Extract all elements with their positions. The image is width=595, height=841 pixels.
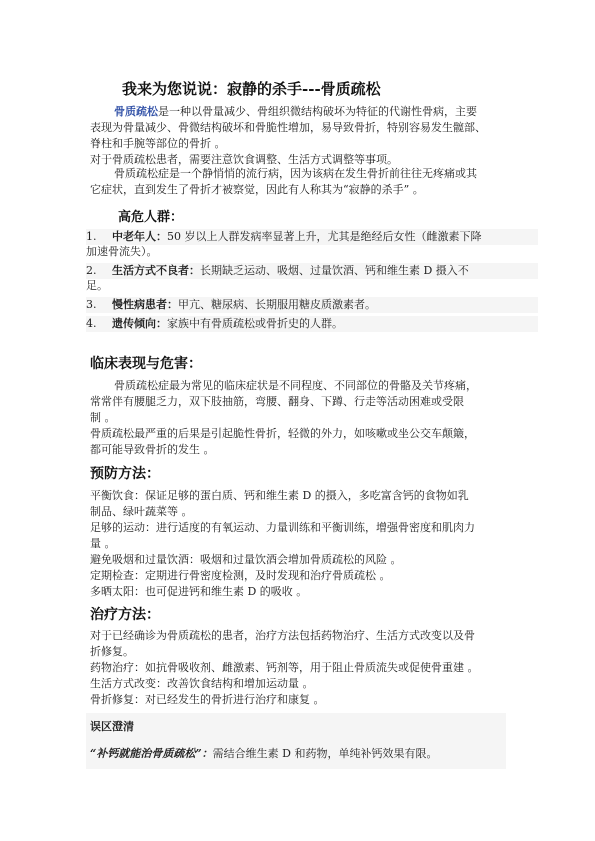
treatment-heading: 治疗方法： xyxy=(90,607,160,623)
prevention-line-4: 量 。 xyxy=(90,537,116,550)
risk-item-1-cont: 加速骨流失）。 xyxy=(86,245,158,258)
myth-heading: 误区澄清 xyxy=(90,720,134,733)
intro-line-4: 对于骨质疏松患者，需要注意饮食调整、生活方式调整等事项。 xyxy=(90,153,398,166)
prevention-line-2: 制品、绿叶蔬菜等 。 xyxy=(90,505,193,518)
intro-line-2: 表现为骨量减少、骨微结构破坏和骨脆性增加，易导致骨折，特别容易发生髋部、 xyxy=(90,121,486,134)
intro-line-6: 它症状，直到发生了骨折才被察觉，因此有人称其为“寂静的杀手” 。 xyxy=(90,183,424,196)
clinical-heading: 临床表现与危害： xyxy=(90,356,202,372)
treatment-line-1: 对于已经确诊为骨质疏松的患者，治疗方法包括药物治疗、生活方式改变以及骨 xyxy=(90,629,475,642)
clinical-line-2: 常常伴有腰腿乏力，双下肢抽筋，弯腰、翻身、下蹲、行走等活动困难或受限 xyxy=(90,395,464,408)
risk-item-label: 慢性病患者： xyxy=(112,298,178,311)
risk-item-2-cont: 足。 xyxy=(86,279,108,292)
intro-line-1 xyxy=(90,104,477,120)
prevention-line-6: 定期检查：定期进行骨密度检测，及时发现和治疗骨质疏松 。 xyxy=(90,569,391,582)
clinical-line-4: 骨质疏松最严重的后果是引起脆性骨折，轻微的外力，如咳嗽或坐公交车颠簸， xyxy=(90,427,475,440)
prevention-line-7: 多晒太阳：也可促进钙和维生素 D 的吸收 。 xyxy=(90,585,308,598)
myth-quote: “补钙就能治骨质疏松”： xyxy=(90,747,213,760)
treatment-line-4: 生活方式改变：改善饮食结构和增加运动量 。 xyxy=(90,677,314,690)
treatment-line-3: 药物治疗：如抗骨吸收剂、雌激素、钙剂等，用于阻止骨质流失或促使骨重建 。 xyxy=(90,661,479,674)
risk-item-3 xyxy=(86,297,538,313)
prevention-line-1: 平衡饮食：保证足够的蛋白质、钙和维生素 D 的摄入，多吃富含钙的食物如乳 xyxy=(90,489,469,502)
clinical-line-1: 骨质疏松症最为常见的临床症状是不同程度、不同部位的骨骼及关节疼痛， xyxy=(114,379,477,392)
risk-item-1 xyxy=(86,229,538,245)
clinical-line-5: 都可能导致骨折的发生 。 xyxy=(90,443,215,456)
risk-item-number: 3. xyxy=(86,298,97,311)
clinical-line-3: 制 。 xyxy=(90,411,116,424)
risk-item-text: 长期缺乏运动、吸烟、过量饮酒、钙和维生素 D 摄入不 xyxy=(200,264,469,277)
treatment-line-2: 折修复。 xyxy=(90,645,134,658)
prevention-line-3: 足够的运动：进行适度的有氧运动、力量训练和平衡训练，增强骨密度和肌肉力 xyxy=(90,521,475,534)
intro-term: 骨质疏松 xyxy=(114,105,158,118)
risk-item-label: 遗传倾向： xyxy=(112,317,167,330)
prevention-line-5: 避免吸烟和过量饮酒：吸烟和过量饮酒会增加骨质疏松的风险 。 xyxy=(90,553,402,566)
intro-line-1-text: 是一种以骨量减少、骨组织微结构破坏为特征的代谢性骨病，主要 xyxy=(158,105,477,118)
intro-line-5: 骨质疏松症是一个静悄悄的流行病，因为该病在发生骨折前往往无疼痛或其 xyxy=(114,167,477,180)
intro-line-3: 脊柱和手腕等部位的骨折 。 xyxy=(90,137,226,150)
risk-item-label: 生活方式不良者： xyxy=(112,264,200,277)
risk-heading: 高危人群： xyxy=(118,210,184,225)
risk-item-label: 中老年人： xyxy=(112,230,167,243)
risk-item-number: 1. xyxy=(86,230,97,243)
treatment-line-5: 骨折修复：对已经发生的骨折进行治疗和康复 。 xyxy=(90,693,325,706)
risk-item-text: 50 岁以上人群发病率显著上升，尤其是绝经后女性（雌激素下降 xyxy=(167,230,482,243)
risk-item-number: 2. xyxy=(86,264,97,277)
risk-item-text: 家族中有骨质疏松或骨折史的人群。 xyxy=(167,317,343,330)
myth-line xyxy=(90,746,437,762)
risk-item-number: 4. xyxy=(86,317,97,330)
risk-item-2 xyxy=(86,263,538,279)
prevention-heading: 预防方法： xyxy=(90,466,160,482)
risk-item-4 xyxy=(86,316,538,332)
risk-item-text: 甲亢、糖尿病、长期服用糖皮质激素者。 xyxy=(178,298,376,311)
page-title: 我来为您说说：寂静的杀手---骨质疏松 xyxy=(122,80,381,98)
myth-text: 需结合维生素 D 和药物，单纯补钙效果有限。 xyxy=(212,747,438,760)
